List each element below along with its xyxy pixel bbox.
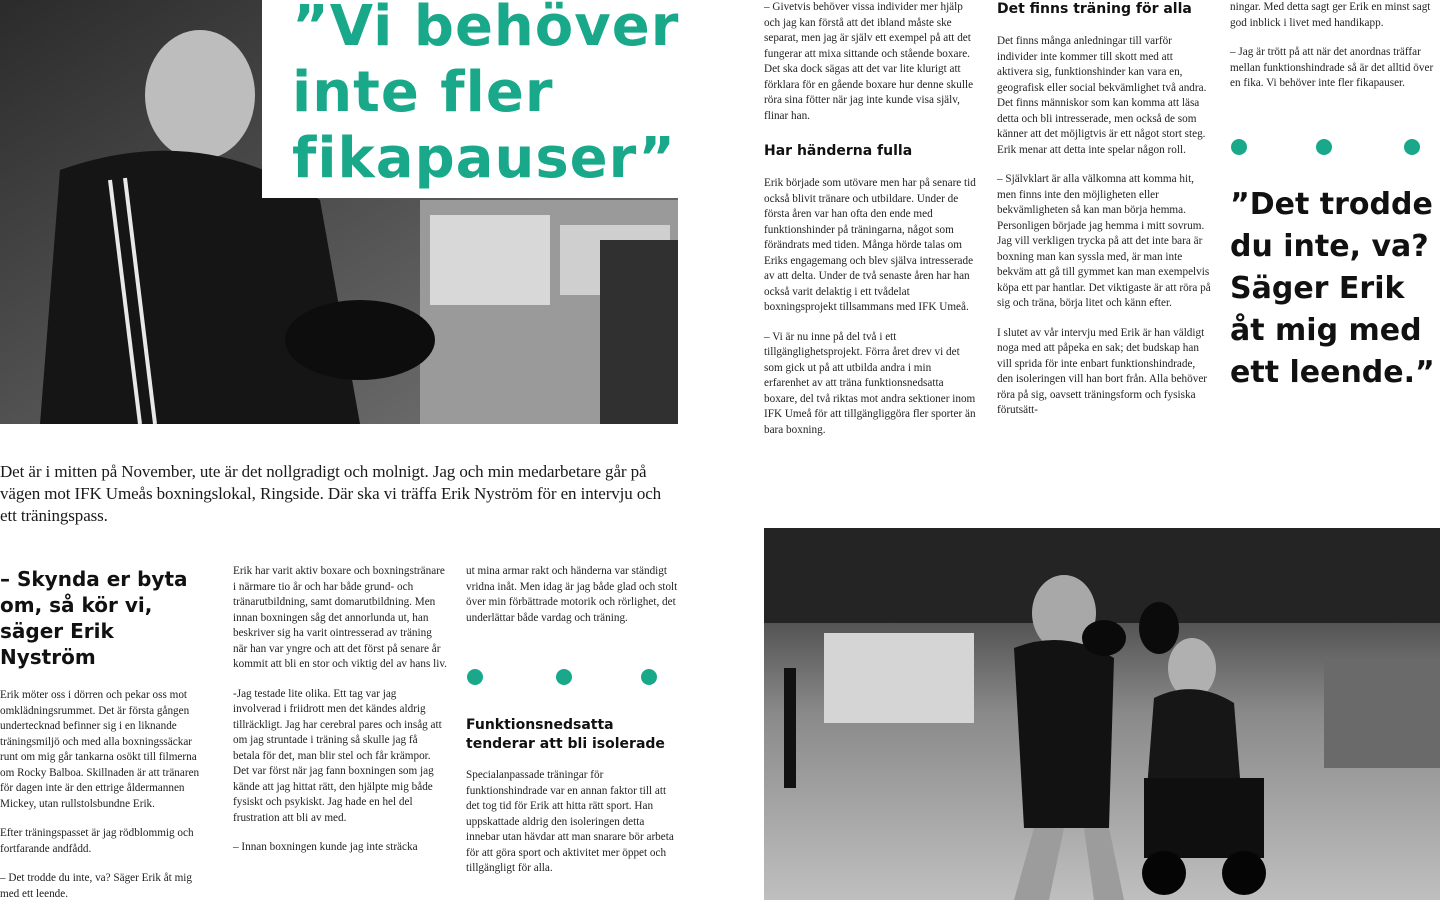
paragraph: Efter träningspasset är jag rödblommig och fortfarande andfådd. [0,827,194,855]
pull-quote: ”Det trodde du inte, va? Säger Erik åt mig med ett leende.” [1230,187,1435,390]
dot [1316,139,1332,155]
dot [641,669,657,685]
section-heading-hands-full: Har händerna fulla [764,143,913,159]
column-1 [0,566,212,916]
training-photo [764,528,1440,900]
paragraph: – Jag är trött på att när det anordnas träffar mellan funktionshindrade så är det alltid över en fika. Vi behöver inte fler fikapauser. [1230,46,1434,89]
dot [1404,139,1420,155]
dot [467,669,483,685]
paragraph: Erik började som utövare men har på senare tid också blivit tränare och utbildare. Under de första åren var han ofta den ende med funktionshinder på träningarna, något som förändrats med tiden. Många hörde talas om Eriks engagemang och blev själva intresserade av att delta. Under de två senaste åren har han också varit delaktig i ett tvådelat boxningsprojekt tillsammans med IFK Umeå. [764,177,976,313]
paragraph: -Jag testade lite olika. Ett tag var jag involverad i friidrott men det kändes aldrig tillräckligt. Jag har cerebral pares och insåg att om jag struntade i träning så skulle jag få betala för det, man blir stel och får krämpor. Det var först när jag fann boxningen som jag kände att jag hittat rätt, den hjälpte mig både fysiskt och psykiskt. Jag hade en hel del frustration att bli av med. [233,687,442,824]
column-2 [233,564,447,870]
headline-line-2: inte fler [292,60,554,125]
paragraph: Specialanpassade träningar för funktionshindrade var en annan faktor till att det tog tid för Erik att hitta rätt sport. Han uppskattade aldrig den isoleringen detta innebar utan hävdar att man snarare bör arbeta för att göra sport och aktivitet mer öppet och tillgängligt för alla. [466,769,674,874]
section-heading-isolated: Funktionsnedsatta tenderar att bli isolerade [466,717,665,752]
paragraph: – Självklart är alla välkomna att komma hit, men finns inte den möjligheten eller bekvämligheten så kan man börja hemma. Personligen började jag hemma i mitt sovrum. Jag vill verkligen trycka på att det inte bara är boxning man kan syssla med, är man inte bekväm att gå till gymmet kan man exempelvis köpa ett par hantlar. Det viktigaste är att röra på sig och träna, börja litet och känn efter. [997,173,1211,309]
paragraph: ningar. Med detta sagt ger Erik en minst sagt god inblick i livet med handikapp. [1230,1,1431,29]
dot [1231,139,1247,155]
divider-dots-2 [1230,139,1438,157]
lead-paragraph: Det är i mitten på November, ute är det nollgradigt och molnigt. Jag och min medarbetare går på vägen mot IFK Umeås boxningslokal, Ringside. Där ska vi träffa Erik Nyström för en intervju och ett träningspass. [0,462,662,525]
dot [556,669,572,685]
paragraph: – Givetvis behöver vissa individer mer hjälp och jag kan förstå att det ibland måste ske separat, men jag är själv ett exempel på att det fungerar att mixa sittande och stående boxare. Det ska dock sägas att det var lite klurigt att förklara för en gående boxare hur denne skulle röra sina fötter när jag inte kunde visa själv, flinar han. [764,1,974,122]
paragraph: Det finns många anledningar till varför individer inte kommer till skott med att aktivera sig, funktionshinder kan vara en, geografisk eller social bekvämlighet två andra. Det finns människor som kan komma att läsa detta och bli intresserade, men också de som känner att det möjligtvis är ett något stort steg. Erik menar att detta inte spelar någon roll. [997,35,1207,156]
section-heading-training-for-all: Det finns träning för alla [997,1,1192,17]
headline [292,0,682,192]
paragraph: I slutet av vår intervju med Erik är han väldigt noga med att påpeka en sak; det budskap han vill sprida för inte enbart funktionshindrade, den isoleringen vill han bort från. Alla behöver röra på sig, oavsett träningsform och fysiska förutsätt- [997,326,1208,416]
paragraph: – Vi är nu inne på del två i ett tillgänglighetsprojekt. Förra året drev vi det som gick ut på att utbilda andra i min erfarenhet av att träna funktionsnedsatta boxare, del två riktas mot andra sektioner inom IFK Umeå för att tillgängliggöra fler sporter än bara boxning. [764,330,976,436]
divider-dots-1 [466,669,680,687]
paragraph: Erik möter oss i dörren och pekar oss mot omklädningsrummet. Det är första gången undertecknad befinner sig i en liknande träningsmiljö och med alla boxningssäckar runt om mig går tankarna osökt till filmerna om Rocky Balboa. Skillnaden är att tränaren för dagen inte är den ettrige åldermannen Mickey, utan rullstolsbundne Erik. [0,689,200,810]
paragraph: ut mina armar rakt och händerna var ständigt vridna inåt. Men idag är jag både glad och stolt över min förbättrade motorik och rörlighet, det underlättar både vardag och träning. [466,565,678,624]
column-4b [764,176,978,452]
column-4 [764,0,978,138]
column-3 [466,564,680,640]
paragraph: – Innan boxningen kunde jag inte sträcka [233,841,418,853]
paragraph: Erik har varit aktiv boxare och boxningstränare i närmare tio år och har både grund- och tränarutbildning, samt domarutbildning. Men innan boxningen såg det annorlunda ut, han beskriver sig ha varit ointresserad av träning när han var yngre och att det först på senare år kommit att bli en stor och viktig del av hans liv. [233,565,447,670]
headline-line-3: fikapauser” [292,126,677,191]
column-6 [1230,0,1438,106]
headline-line-1: ”Vi behöver [292,0,680,59]
column-5 [997,34,1211,433]
column-3b [466,768,680,891]
subheading: – Skynda er byta om, så kör vi, säger Erik Nyström [0,567,188,669]
paragraph: – Det trodde du inte, va? Säger Erik åt mig med ett leende. [0,872,192,900]
